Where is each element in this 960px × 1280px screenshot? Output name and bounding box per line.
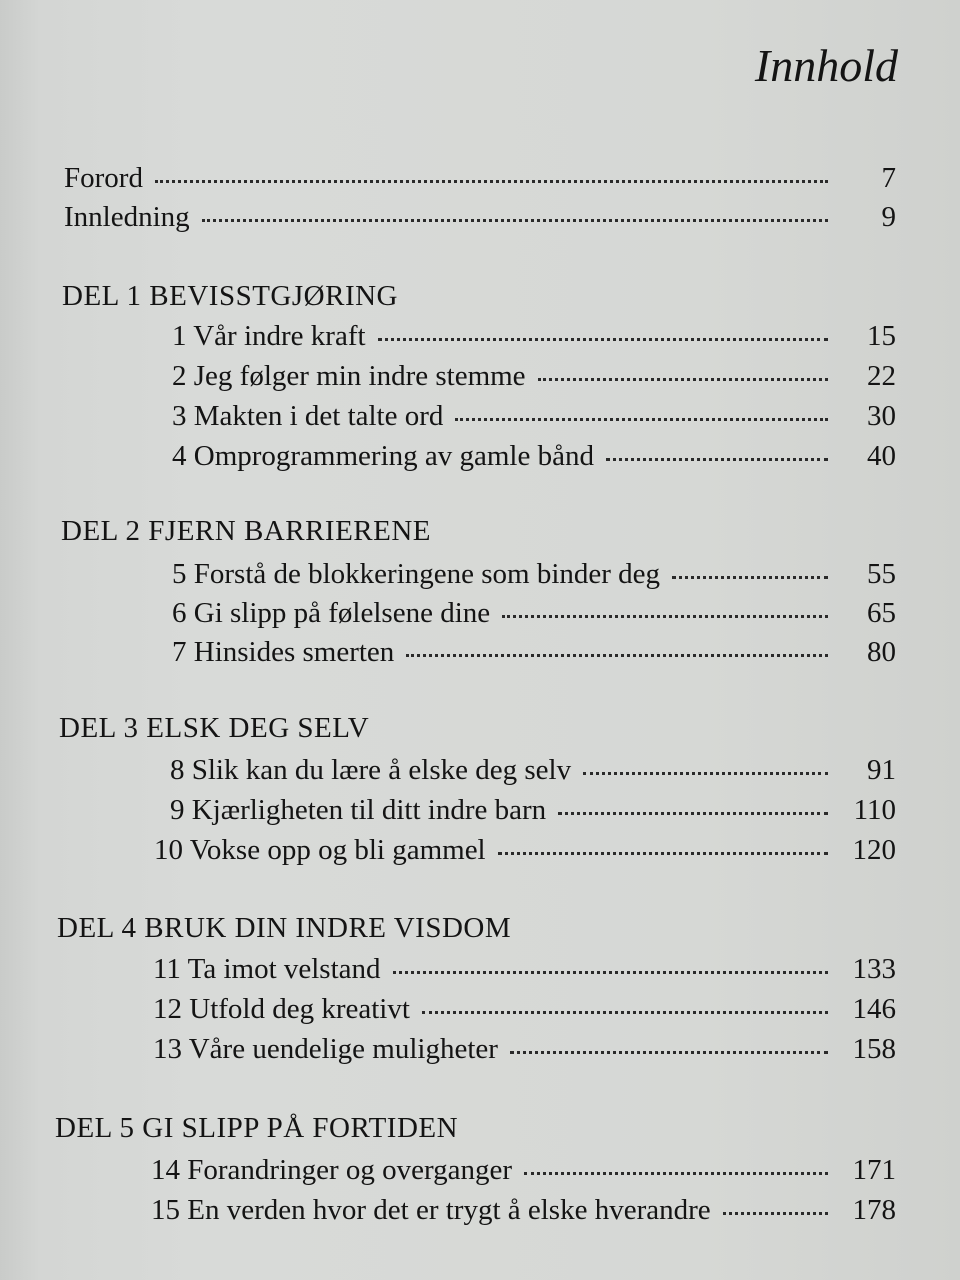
toc-entry-label: 1 Vår indre kraft xyxy=(172,320,366,352)
toc-entry-label: 15 En verden hvor det er trygt å elske hverandre xyxy=(151,1194,711,1226)
toc-entry-forord[interactable] xyxy=(64,158,896,198)
dot-leader xyxy=(378,338,828,341)
dot-leader xyxy=(558,812,828,815)
toc-entry-page: 15 xyxy=(867,320,896,352)
dot-leader xyxy=(538,378,828,381)
page-title: Innhold xyxy=(754,40,898,91)
toc-entry-innledning[interactable] xyxy=(64,197,896,237)
toc-entry-chapter-8[interactable] xyxy=(170,750,896,790)
toc-entry-page: 65 xyxy=(867,597,896,629)
toc-entry-chapter-15[interactable] xyxy=(151,1190,896,1230)
toc-entry-page: 22 xyxy=(867,360,896,392)
toc-entry-page: 80 xyxy=(867,636,896,668)
toc-entry-page: 30 xyxy=(867,400,896,432)
toc-entry-page: 110 xyxy=(853,794,896,826)
part-heading-4: DEL 4 BRUK DIN INDRE VISDOM xyxy=(57,912,512,944)
toc-entry-label: 3 Makten i det talte ord xyxy=(172,400,444,432)
part-heading-2: DEL 2 FJERN BARRIERENE xyxy=(61,515,432,547)
toc-entry-label: 9 Kjærligheten til ditt indre barn xyxy=(170,794,547,826)
toc-entry-label: 7 Hinsides smerten xyxy=(172,636,395,668)
dot-leader xyxy=(393,971,828,974)
toc-entry-page: 40 xyxy=(867,440,896,472)
dot-leader xyxy=(524,1172,828,1175)
toc-entry-page: 55 xyxy=(867,558,896,590)
toc-entry-label: 13 Våre uendelige muligheter xyxy=(153,1033,498,1065)
toc-entry-page: 120 xyxy=(852,834,896,866)
toc-entry-label: Forord xyxy=(64,162,143,194)
toc-entry-label: 12 Utfold deg kreativt xyxy=(153,993,410,1025)
toc-entry-label: 10 Vokse opp og bli gammel xyxy=(154,834,486,866)
toc-entry-label: 4 Omprogrammering av gamle bånd xyxy=(172,440,594,472)
toc-entry-chapter-7[interactable] xyxy=(172,632,896,672)
toc-entry-page: 146 xyxy=(852,993,896,1025)
dot-leader xyxy=(406,654,828,657)
part-heading-5: DEL 5 GI SLIPP PÅ FORTIDEN xyxy=(55,1112,459,1144)
toc-entry-page: 7 xyxy=(881,162,896,194)
part-heading-3: DEL 3 ELSK DEG SELV xyxy=(59,712,370,744)
dot-leader xyxy=(502,615,828,618)
toc-entry-label: 2 Jeg følger min indre stemme xyxy=(172,360,526,392)
toc-entry-label: 14 Forandringer og overganger xyxy=(151,1154,513,1186)
toc-entry-chapter-9[interactable] xyxy=(170,790,896,830)
toc-entry-chapter-14[interactable] xyxy=(151,1150,896,1190)
dot-leader xyxy=(155,180,828,183)
dot-leader xyxy=(422,1011,828,1014)
toc-entry-page: 133 xyxy=(852,953,896,985)
toc-entry-chapter-4[interactable] xyxy=(172,436,896,476)
toc-entry-label: 6 Gi slipp på følelsene dine xyxy=(172,597,491,629)
dot-leader xyxy=(723,1212,828,1215)
toc-entry-label: Innledning xyxy=(64,201,190,233)
dot-leader xyxy=(606,458,828,461)
toc-entry-page: 178 xyxy=(852,1194,896,1226)
toc-entry-chapter-11[interactable] xyxy=(153,949,896,989)
dot-leader xyxy=(498,852,828,855)
toc-entry-chapter-13[interactable] xyxy=(153,1029,896,1069)
toc-entry-page: 91 xyxy=(867,754,896,786)
dot-leader xyxy=(510,1051,828,1054)
toc-entry-chapter-6[interactable] xyxy=(172,593,896,633)
toc-entry-page: 171 xyxy=(852,1154,896,1186)
toc-entry-label: 5 Forstå de blokkeringene som binder deg xyxy=(172,558,661,590)
dot-leader xyxy=(455,418,828,421)
dot-leader xyxy=(583,772,828,775)
toc-entry-chapter-1[interactable] xyxy=(172,316,896,356)
toc-entry-label: 8 Slik kan du lære å elske deg selv xyxy=(170,754,572,786)
toc-entry-label: 11 Ta imot velstand xyxy=(153,953,381,985)
dot-leader xyxy=(672,576,828,579)
dot-leader xyxy=(202,219,828,222)
part-heading-1: DEL 1 BEVISSTGJØRING xyxy=(62,280,398,312)
toc-entry-chapter-10[interactable] xyxy=(154,830,896,870)
toc-entry-chapter-3[interactable] xyxy=(172,396,896,436)
toc-entry-page: 158 xyxy=(852,1033,896,1065)
toc-entry-chapter-5[interactable] xyxy=(172,554,896,594)
toc-entry-chapter-2[interactable] xyxy=(172,356,896,396)
toc-entry-page: 9 xyxy=(881,201,896,233)
toc-entry-chapter-12[interactable] xyxy=(153,989,896,1029)
